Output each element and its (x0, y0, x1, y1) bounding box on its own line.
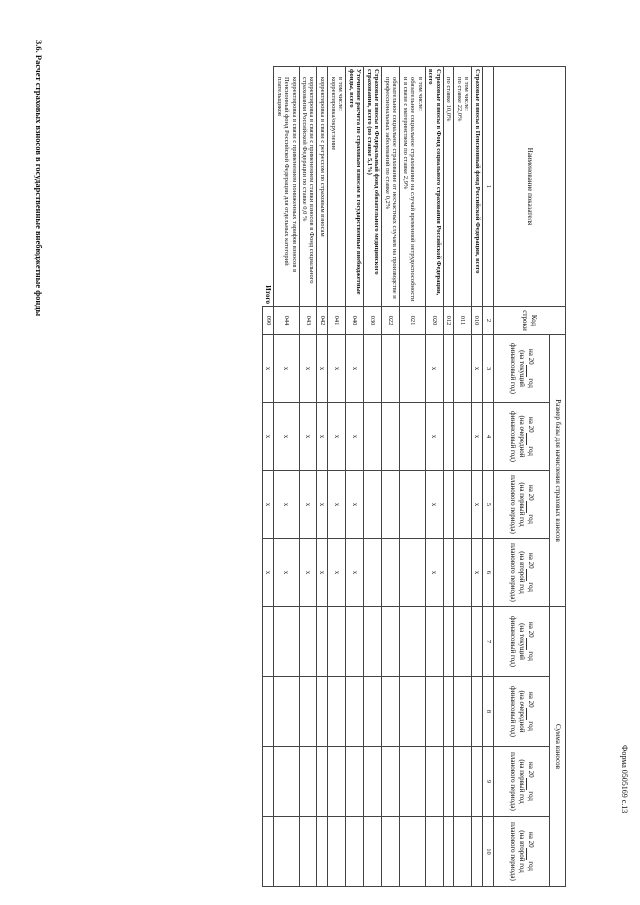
value-cell (382, 747, 400, 817)
period-label: (на второй год планового периода) (509, 543, 526, 602)
col-name-header: Наименование показателя (494, 67, 566, 307)
period-suffix: год (526, 719, 535, 731)
section-title: 3.6. Расчет страховых взносов в государственные внебюджетные фонды (34, 40, 44, 317)
period-year-line (526, 609, 535, 674)
value-cell: х (299, 471, 317, 539)
period-header (494, 817, 550, 887)
year-blank (526, 708, 534, 720)
value-cell (328, 677, 346, 747)
row-name (317, 67, 328, 307)
value-cell: х (472, 539, 483, 607)
value-cell: х (425, 403, 443, 471)
value-cell (328, 817, 346, 887)
row-name (443, 67, 453, 307)
row-code: 040 (346, 307, 364, 335)
value-cell: х (346, 403, 364, 471)
period-prefix: на 20 (526, 485, 535, 501)
value-cell (364, 677, 382, 747)
value-cell (443, 747, 453, 817)
value-cell (346, 607, 364, 677)
period-year-line (526, 819, 535, 884)
period-prefix: на 20 (526, 349, 535, 365)
value-cell (382, 677, 400, 747)
value-cell: х (328, 403, 346, 471)
period-year-line (526, 473, 535, 536)
value-cell (274, 607, 299, 677)
value-cell (317, 747, 328, 817)
row-name (364, 67, 382, 307)
row-name (400, 67, 425, 307)
year-blank (526, 501, 534, 513)
value-cell (364, 539, 382, 607)
row-name-line: Уточнение расчета по страховым взносам в государственные внебюджетные фонды, всего (347, 69, 363, 295)
column-number: 9 (483, 747, 494, 817)
table-row (454, 67, 472, 887)
value-cell (382, 335, 400, 403)
value-cell (274, 817, 299, 887)
period-header (494, 403, 550, 471)
value-cell (317, 817, 328, 887)
total-value-cell: х (263, 403, 274, 471)
value-cell: х (317, 539, 328, 607)
year-blank (526, 365, 534, 377)
value-cell (274, 747, 299, 817)
value-cell (364, 607, 382, 677)
value-cell: х (328, 539, 346, 607)
value-cell (400, 607, 425, 677)
value-cell (274, 677, 299, 747)
total-row (263, 67, 274, 887)
row-name-line: обязательное социальное страхование от несчастных случаев на производстве и профессиональных заболеваний по ставке 0,2% (383, 77, 399, 299)
total-value-cell (263, 747, 274, 817)
total-value-cell (263, 677, 274, 747)
period-prefix: на 20 (526, 417, 535, 433)
table-row (443, 67, 453, 887)
value-cell (443, 607, 453, 677)
row-name (328, 67, 346, 307)
value-cell: х (328, 335, 346, 403)
row-name-line: Страховые взносы в Фонд социального страхования Российской Федерации, всего (427, 69, 442, 296)
value-cell: х (317, 335, 328, 403)
value-cell: х (317, 471, 328, 539)
form-reference: Форма 0505169 с.13 (620, 745, 629, 814)
value-cell (317, 677, 328, 747)
value-cell (472, 747, 483, 817)
value-cell (299, 747, 317, 817)
total-value-cell: х (263, 539, 274, 607)
value-cell (400, 677, 425, 747)
period-suffix: год (526, 444, 535, 456)
period-header (494, 471, 550, 539)
row-name-line: Страховые взносы в Пенсионный фонд Российской Федерации, всего (474, 69, 481, 274)
value-cell: х (425, 335, 443, 403)
column-number: 4 (483, 403, 494, 471)
value-cell (328, 607, 346, 677)
period-label: (на текущий финансовый год) (509, 343, 526, 394)
row-code: 043 (299, 307, 317, 335)
period-header (494, 747, 550, 817)
value-cell (400, 817, 425, 887)
table-row (328, 67, 346, 887)
value-cell (425, 817, 443, 887)
value-cell (425, 677, 443, 747)
value-cell (443, 817, 453, 887)
year-blank (526, 778, 534, 790)
value-cell: х (472, 335, 483, 403)
period-label: (на второй год планового периода) (509, 822, 526, 881)
value-cell (364, 335, 382, 403)
column-number: 6 (483, 539, 494, 607)
value-cell (472, 677, 483, 747)
table-row (299, 67, 317, 887)
value-cell (400, 403, 425, 471)
period-prefix: на 20 (526, 692, 535, 708)
period-header (494, 539, 550, 607)
row-code: 044 (274, 307, 299, 335)
value-cell (472, 817, 483, 887)
value-cell (443, 471, 453, 539)
column-number: 7 (483, 607, 494, 677)
total-value-cell: х (263, 335, 274, 403)
period-prefix: на 20 (526, 553, 535, 569)
row-name (274, 67, 299, 307)
table-row (274, 67, 299, 887)
column-number: 5 (483, 471, 494, 539)
value-cell (346, 677, 364, 747)
row-code: 010 (472, 307, 483, 335)
value-cell (364, 817, 382, 887)
total-code: 090 (263, 307, 274, 335)
period-year-line (526, 679, 535, 744)
value-cell (400, 335, 425, 403)
column-number: 3 (483, 335, 494, 403)
year-blank (526, 433, 534, 445)
year-blank (526, 569, 534, 581)
value-cell (425, 747, 443, 817)
value-cell: х (274, 335, 299, 403)
row-code: 012 (443, 307, 453, 335)
period-year-line (526, 337, 535, 400)
table-row (382, 67, 400, 887)
value-cell (400, 539, 425, 607)
period-year-line (526, 749, 535, 814)
value-cell: х (299, 335, 317, 403)
value-cell (425, 607, 443, 677)
value-cell (299, 817, 317, 887)
value-cell: х (346, 471, 364, 539)
value-cell (299, 607, 317, 677)
value-cell (472, 607, 483, 677)
value-cell (443, 539, 453, 607)
row-name (472, 67, 483, 307)
period-suffix: год (526, 789, 535, 801)
value-cell: х (274, 539, 299, 607)
value-cell (454, 403, 472, 471)
sum-group-header: Сумма взносов (550, 607, 566, 887)
value-cell (454, 335, 472, 403)
column-number: 2 (483, 307, 494, 335)
value-cell (382, 471, 400, 539)
value-cell (454, 747, 472, 817)
value-cell: х (425, 539, 443, 607)
table-row (472, 67, 483, 887)
period-label: (на очередной финансовый год) (509, 686, 526, 737)
period-year-line (526, 405, 535, 468)
row-name-line: в том числе: (337, 77, 345, 111)
base-group-header: Размер базы для начисления страховых взносов (550, 335, 566, 607)
row-name-line: корректировка в связи с применением ставки взносов в Фонд социального страхования Российской Федерации по ставке 0,0 % (301, 77, 316, 284)
period-prefix: на 20 (526, 762, 535, 778)
period-label: (на первый год планового периода) (509, 752, 526, 811)
row-name (382, 67, 400, 307)
value-cell: х (274, 403, 299, 471)
value-cell (346, 747, 364, 817)
total-value-cell: х (263, 471, 274, 539)
period-suffix: год (526, 512, 535, 524)
period-year-line (526, 541, 535, 604)
value-cell: х (299, 539, 317, 607)
column-number: 8 (483, 677, 494, 747)
value-cell (328, 747, 346, 817)
year-blank (526, 638, 534, 650)
value-cell (443, 677, 453, 747)
value-cell (454, 607, 472, 677)
value-cell: х (346, 539, 364, 607)
value-cell (454, 539, 472, 607)
row-name-line: обязательное социальное страхование на случай временной нетрудоспособности и в связи с материнством по ставке 2,9% (401, 77, 417, 302)
total-label: Итого (263, 67, 274, 307)
period-prefix: на 20 (526, 832, 535, 848)
value-cell: х (317, 403, 328, 471)
value-cell (364, 471, 382, 539)
period-suffix: год (526, 859, 535, 871)
value-cell (299, 677, 317, 747)
row-name (346, 67, 364, 307)
column-number: 1 (483, 67, 494, 307)
value-cell: х (472, 403, 483, 471)
row-code: 020 (425, 307, 443, 335)
row-name-line: корректировка в связи с применением пониженных тарифов взносов в Пенсионный фонд Российской Федерации для отдельных категорий плательщиков (275, 77, 298, 273)
row-name (299, 67, 317, 307)
period-header (494, 607, 550, 677)
value-cell: х (346, 335, 364, 403)
table-row (346, 67, 364, 887)
col-code-header: Код строки (494, 307, 566, 335)
row-code: 022 (382, 307, 400, 335)
value-cell (382, 539, 400, 607)
period-prefix: на 20 (526, 622, 535, 638)
total-value-cell (263, 817, 274, 887)
value-cell (400, 747, 425, 817)
period-label: (на очередной финансовый год) (509, 411, 526, 462)
row-code: 021 (400, 307, 425, 335)
value-cell (364, 403, 382, 471)
value-cell (400, 471, 425, 539)
row-code: 042 (317, 307, 328, 335)
column-number: 10 (483, 817, 494, 887)
value-cell (382, 817, 400, 887)
table-row (425, 67, 443, 887)
value-cell (454, 677, 472, 747)
value-cell (317, 607, 328, 677)
table-row (364, 67, 382, 887)
value-cell (443, 335, 453, 403)
period-suffix: год (526, 376, 535, 388)
period-suffix: год (526, 649, 535, 661)
row-code: 011 (454, 307, 472, 335)
period-header (494, 335, 550, 403)
row-name-line: в том числе: (416, 77, 424, 111)
total-value-cell (263, 607, 274, 677)
value-cell (346, 817, 364, 887)
row-name-line: корректировка в связи с регрессом по страховым взносам (319, 77, 327, 237)
table-row (400, 67, 425, 887)
contributions-table (262, 66, 566, 887)
value-cell: х (425, 471, 443, 539)
row-name-line: по ставке 22,0% (455, 77, 463, 122)
value-cell (382, 607, 400, 677)
row-name-line: по ставке 10,0% (445, 77, 453, 122)
value-cell (364, 747, 382, 817)
year-blank (526, 848, 534, 860)
value-cell (382, 403, 400, 471)
value-cell (454, 471, 472, 539)
row-name-line: Страховые взносы в Федеральный фонд обязательного медицинского страхования, всего (по ставке 5,1%) (365, 69, 381, 275)
row-name (425, 67, 443, 307)
row-code: 030 (364, 307, 382, 335)
value-cell (443, 403, 453, 471)
period-label: (на текущий финансовый год) (509, 616, 526, 667)
period-label: (на первый год планового периода) (509, 475, 526, 534)
row-code: 041 (328, 307, 346, 335)
value-cell: х (274, 471, 299, 539)
value-cell: х (472, 471, 483, 539)
row-name-line: в том числе: (463, 77, 470, 111)
value-cell: х (299, 403, 317, 471)
period-suffix: год (526, 580, 535, 592)
table-row (317, 67, 328, 887)
row-name-line: корректировка/округление (329, 77, 337, 151)
value-cell (454, 817, 472, 887)
period-header (494, 677, 550, 747)
value-cell: х (328, 471, 346, 539)
row-name (454, 67, 472, 307)
